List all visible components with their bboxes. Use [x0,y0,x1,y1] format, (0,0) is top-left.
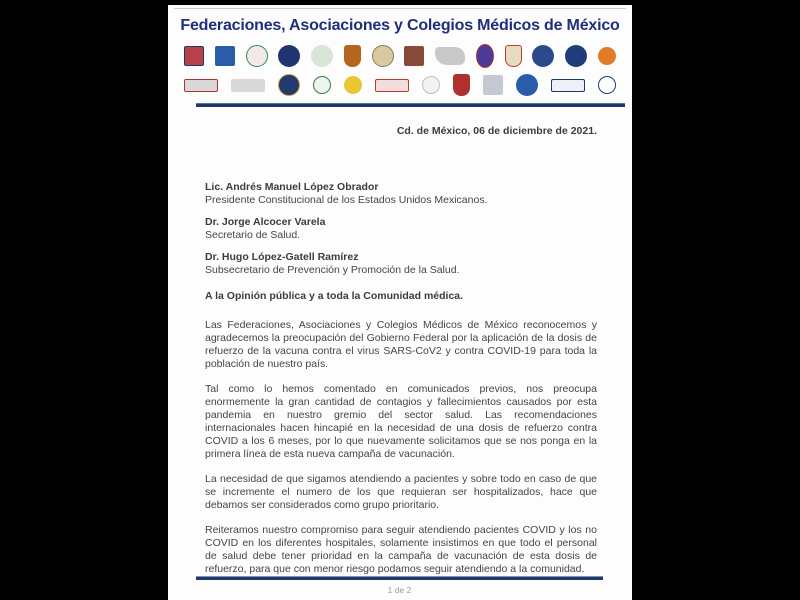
purple-oval-seal-icon [476,44,494,68]
recipient-name: Dr. Jorge Alcocer Varela [205,216,326,228]
navy-figures-circle-icon [532,45,554,67]
navy-round-seal-icon [278,45,300,67]
date-line: Cd. de México, 06 de diciembre de 2021. [396,125,597,137]
letter-page [168,5,632,600]
recipient-block [205,216,597,242]
green-ring-seal-icon [313,76,331,94]
association-text-logo-icon [231,79,265,92]
letter-body [205,125,597,576]
page-number: 1 de 2 [387,585,412,595]
letterhead-rule-divider [196,103,625,107]
comah-text-logo-icon [375,79,409,92]
paragraph-4: Reiteramos nuestro compromiso para seguir atendiendo pacientes COVID y los no COVID en los diferentes hospitales, solamente insistimos en que todo el personal de salud debe tener prioridad en la campaña de vacunación de esta dosis de refuerzo, para que con menor riesgo podamos seguir atendiendo a la comunidad. [205,524,597,575]
letterhead-title: Federaciones, Asociaciones y Colegios Médicos de México [180,17,620,34]
salutation-line: A la Opinión pública y a toda la Comunidad médica. [205,290,464,302]
letter-paragraphs [205,319,597,576]
mexico-map-medal-icon [372,45,394,67]
paragraph-3: La necesidad de que sigamos atendiendo a pacientes y sobre todo en caso de que se incremente el numero de los que requieran ser hospitalizados, hace que debamos ser considerados como grupo prioritario. [205,473,597,511]
mexico-map-outline-icon [435,47,465,65]
tree-shield-icon [505,45,522,67]
letterhead [168,5,632,107]
recipient-block [205,251,597,277]
recipient-name: Dr. Hugo López-Gatell Ramírez [205,251,359,263]
recipient-list [205,181,597,277]
faint-circle-seal-icon [422,76,440,94]
fccpm-arc-logo-icon [551,79,585,92]
navy-disc-seal-icon [565,45,587,67]
paragraph-1: Las Federaciones, Asociaciones y Colegios Médicos de México reconocemos y agradecemos la preocupación del Gobierno Federal por la aplicación de la dosis de refuerzo de la vacuna contra el virus SARS-CoV2 y contra COVID-19 para toda la población de nuestro país. [205,319,597,370]
recipient-title: Subsecretario de Prevención y Promoción de la Salud. [205,264,460,276]
red-cross-circle-icon [246,45,268,67]
recipient-title: Presidente Constitucional de los Estados Unidos Mexicanos. [205,194,488,206]
gray-figure-logo-icon [483,75,503,95]
pale-green-seal-icon [311,45,333,67]
red-aztec-glyph-icon [453,74,470,96]
navy-gold-seal-icon [278,74,300,96]
aztec-figure-icon [344,45,361,67]
blue-bird-circle-icon [516,74,538,96]
paragraph-2: Tal como lo hemos comentado en comunicados previos, nos preocupa enormemente la gran cantidad de contagios y fallecimientos causados por esta pandemia en nuestro gremio del sector salud. Las recomendaciones internacionales hacen hincapié en la necesidad de una dosis de refuerzo contra COVID a los 6 meses, por lo que nuevamente solicitamos que se nos ponga en la primera línea de esta nueva campaña de vacunación. [205,383,597,460]
letterhead-logo-row-1 [168,41,632,71]
text-block-logo-icon [184,79,218,92]
letterhead-logo-row-2 [168,72,632,98]
footer-rule-divider [196,576,603,580]
yellow-radiant-logo-icon [344,76,362,94]
maroon-plaque-icon [404,46,424,66]
recipient-name: Lic. Andrés Manuel López Obrador [205,181,379,193]
hourglass-seal-icon [184,46,204,66]
orange-lungs-icon [598,47,616,65]
navy-ring-seal-icon [598,76,616,94]
recipient-title: Secretario de Salud. [205,229,301,241]
top-hairline-divider [174,8,626,9]
recipient-block [205,181,597,207]
blue-m-mark-icon [215,46,235,66]
